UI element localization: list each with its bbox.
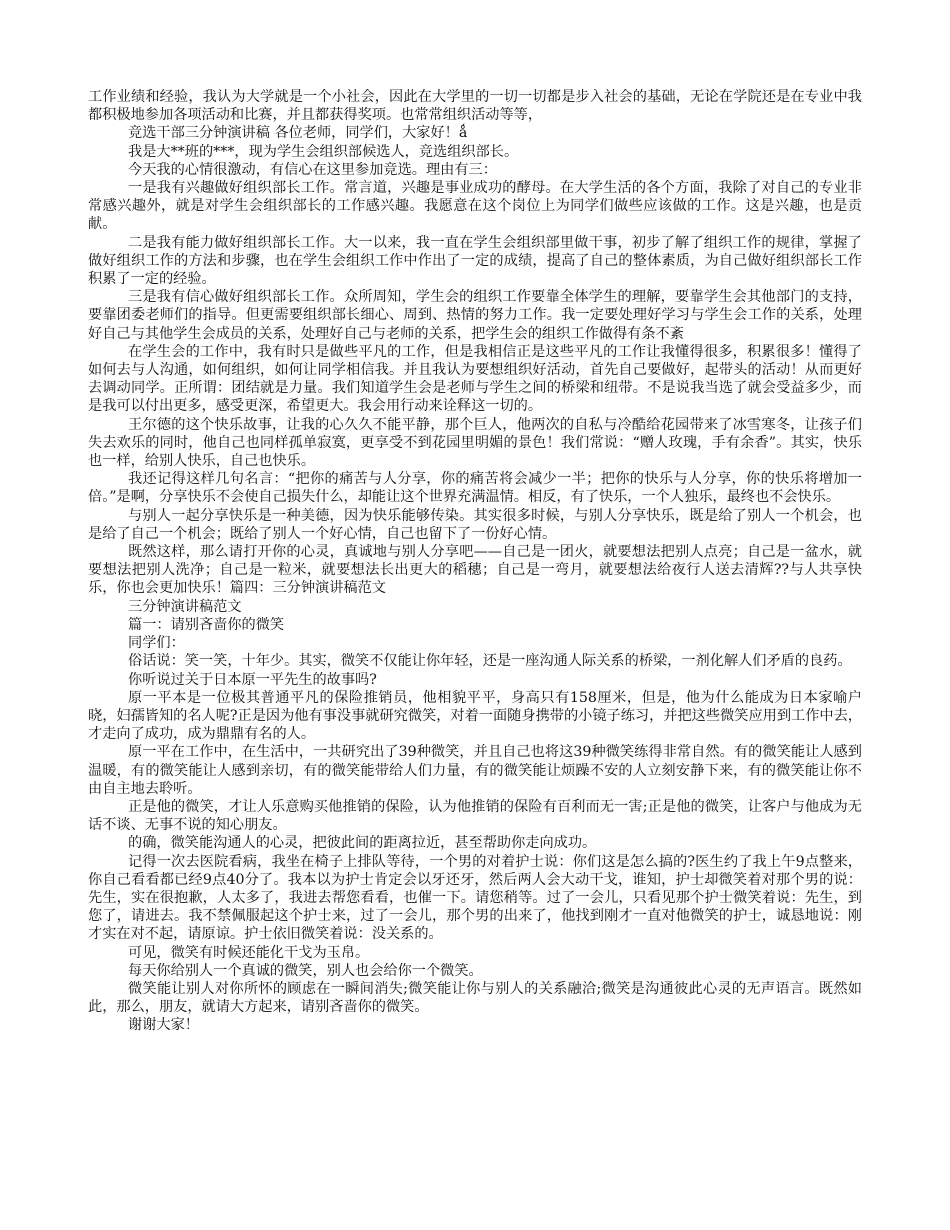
paragraph: 同学们： [128, 635, 185, 652]
paragraph: 俗话说：笑一笑，十年少。其实，微笑不仅能让你年轻，还是一座沟通人际关系的桥梁，一剂化解人们矛盾的良药。 [128, 653, 852, 670]
paragraph: 我是大**班的***，现为学生会组织部候选人，竞选组织部长。 [128, 143, 519, 160]
paragraph: 王尔德的这个快乐故事，让我的心久久不能平静，那个巨人，他两次的自私与冷酷给花园带来了冰雪寒冬，让孩子们失去欢乐的同时，他自己也同样孤单寂寞，更享受不到花园里明媚的景色！我们常说：“赠人玫瑰，手有余香”。其实，快乐也一样，给别人快乐，自己也快乐。 [88, 416, 862, 470]
paragraph: 的确，微笑能沟通人的心灵，把彼此间的距离拉近，甚至帮助你走向成功。 [128, 835, 597, 852]
paragraph: 今天我的心情很激动，有信心在这里参加竞选。理由有三： [128, 161, 497, 178]
paragraph: 每天你给别人一个真诚的微笑，别人也会给你一个微笑。 [128, 962, 483, 979]
paragraph: 微笑能让别人对你所怀的顾虑在一瞬间消失;微笑能让你与别人的关系融洽;微笑是沟通彼此心灵的无声语言。既然如此，那么，朋友，就请大方起来，请别吝啬你的微笑。 [88, 980, 862, 1016]
paragraph: 在学生会的工作中，我有时只是做些平凡的工作，但是我相信正是这些平凡的工作让我懂得很多，积累很多！懂得了如何去与人沟通，如何组织，如何让同学相信我。并且我认为要想组织好活动，首先自己要做好，起带头的活动！从而更好去调动同学。正所谓：团结就是力量。我们知道学生会是老师与学生之间的桥梁和纽带。不是说我当选了就会受益多少，而是我可以付出更多，感受更深，希望更大。我会用行动来诠释这一切的。 [88, 343, 862, 415]
section-subtitle: 篇一：请别吝啬你的微笑 [128, 616, 285, 633]
paragraph: 三是我有信心做好组织部长工作。众所周知，学生会的组织工作要靠全体学生的理解，要靠学生会其他部门的支持，要靠团委老师们的指导。但更需要组织部长细心、周到、热情的努力工作。我一定要处理好学习与学生会工作的关系，处理好自己与其他学生会成员的关系，处理好自己与老师的关系，把学生会的组织工作做得有条不紊 [88, 289, 862, 342]
paragraph: 一是我有兴趣做好组织部长工作。常言道，兴趣是事业成功的酵母。在大学生活的各个方面，我除了对自己的专业非常感兴趣外，就是对学生会组织部长的工作感兴趣。我愿意在这个岗位上为同学们做些应该做的工作。这是兴趣，也是贡献。 [88, 180, 862, 233]
paragraph: 竞选干部三分钟演讲稿 各位老师，同学们，大家好！ǻ [128, 125, 468, 142]
paragraph: 正是他的微笑，才让人乐意购买他推销的保险，认为他推销的保险有百利而无一害;正是他的微笑，让客户与他成为无话不谈、无事不说的知心朋友。 [88, 798, 862, 834]
paragraph: 你听说过关于日本原一平先生的故事吗? [128, 671, 377, 688]
paragraph: 记得一次去医院看病，我坐在椅子上排队等待，一个男的对着护士说：你们这是怎么搞的?医生约了我上午9点整来，你自己看看都已经9点40分了。我本以为护士肯定会以牙还牙，然后两人会大动干戈，谁知，护士却微笑着对那个男的说：先生，实在很抱歉，人太多了，我进去帮您看看，也催一下。请您稍等。过了一会儿，只看见那个护士微笑着说：先生，到您了，请进去。我不禁佩服起这个护士来，过了一会儿，那个男的出来了，他找到刚才一直对他微笑的护士，诚恳地说：刚才实在对不起，请原谅。护士依旧微笑着说：没关系的。 [88, 853, 862, 943]
closing-line: 谢谢大家！ [128, 1017, 199, 1034]
paragraph: 原一平本是一位极其普通平凡的保险推销员，他相貌平平，身高只有158厘米，但是，他为什么能成为日本家喻户晓，妇孺皆知的名人呢?正是因为他有事没事就研究微笑，对着一面随身携带的小镜子练习，并把这些微笑应用到工作中去，才走向了成功，成为鼎鼎有名的人。 [88, 689, 862, 743]
paragraph: 可见，微笑有时候还能化干戈为玉帛。 [128, 944, 370, 961]
paragraph: 原一平在工作中，在生活中，一共研究出了39种微笑，并且自己也将这39种微笑练得非常自然。有的微笑能让人感到温暖，有的微笑能让人感到亲切，有的微笑能带给人们力量，有的微笑能让烦躁不安的人立刻安静下来，有的微笑能让你不由自主地去聆听。 [88, 744, 862, 797]
paragraph: 二是我有能力做好组织部长工作。大一以来，我一直在学生会组织部里做干事，初步了解了组织工作的规律，掌握了做好组织工作的方法和步骤，也在学生会组织工作中作出了一定的成绩，提高了自己的整体素质，为自己做好组织部长工作积累了一定的经验。 [88, 234, 862, 288]
paragraph: 工作业绩和经验，我认为大学就是一个小社会，因此在大学里的一切一切都是步入社会的基础，无论在学院还是在专业中我都积极地参加各项活动和比赛，并且都获得奖项。也常常组织活动等等， [88, 89, 862, 124]
paragraph: 既然这样，那么请打开你的心灵，真诚地与别人分享吧——自己是一团火，就要想法把别人点亮；自己是一盆水，就要想法把别人洗净；自己是一粒米，就要想法长出更大的稻穗；自己是一弯月，就要想法给夜行人送去清辉??与人共享快乐，你也会更加快乐！篇四：三分钟演讲稿范文 [88, 544, 862, 597]
paragraph: 与别人一起分享快乐是一种美德，因为快乐能够传染。其实很多时候，与别人分享快乐，既是给了别人一个机会，也是给了自己一个机会；既给了别人一个好心情，自己也留下了一份好心情。 [88, 507, 862, 542]
paragraph: 我还记得这样几句名言：“把你的痛苦与人分享，你的痛苦将会减少一半；把你的快乐与人分享，你的快乐将增加一倍。”是啊，分享快乐不会使自己损失什么，却能让这个世界充满温情。相反，有了快乐，一个人独乐，最终也不会快乐。 [88, 471, 862, 506]
section-title: 三分钟演讲稿范文 [128, 598, 242, 615]
